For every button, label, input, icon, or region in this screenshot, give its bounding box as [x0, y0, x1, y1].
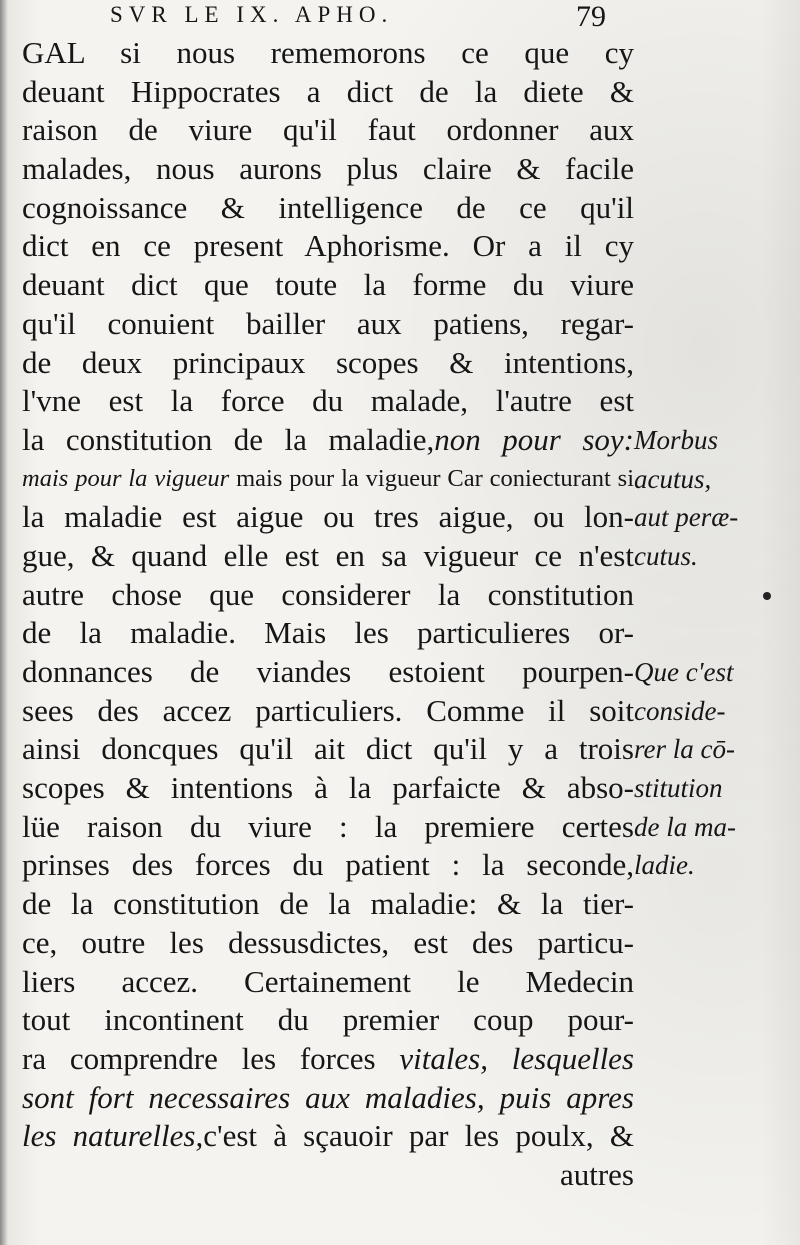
margin-note-line: Morbus [634, 425, 719, 455]
margin-note-morbus [634, 421, 794, 576]
text-line [22, 1040, 634, 1079]
body-text [22, 34, 634, 1195]
italic-fragment: les naturelles, [22, 1118, 204, 1154]
text-fragment: mais pour la vigueur Car coniecturant si [236, 464, 635, 492]
text-line [22, 421, 634, 460]
margin-note-line: ladie. [634, 850, 695, 881]
text-line: donnances de viandes estoient pourpen- [22, 654, 634, 689]
margin-note-constitution [634, 653, 794, 885]
text-fragment: la constitution de la maladie, [22, 421, 435, 457]
text-line: raison de viure qu'il faut ordonner aux [22, 112, 634, 148]
text-line: scopes & intentions à la parfaicte & abso- [22, 770, 634, 806]
text-line: GAL si nous rememorons ce que cy [22, 35, 634, 70]
text-line: dict en ce present Aphorisme. Or a il cy [22, 228, 634, 264]
text-line [22, 460, 634, 499]
text-line: deuant Hippocrates a dict de la diete & [22, 73, 634, 109]
margin-note-line: de la ma- [634, 811, 736, 842]
text-fragment: ra comprendre les forces [22, 1040, 376, 1076]
text-line: qu'il conuient bailler aux patiens, regar- [22, 305, 634, 341]
text-line: l'vne est la force du malade, l'autre est [22, 383, 634, 419]
text-line: autre chose que considerer la constitution [22, 576, 634, 612]
margin-note-line: rer la cō- [634, 734, 735, 765]
italic-fragment: mais pour la vigueur [22, 464, 230, 492]
margin-note-line: acutus, [634, 463, 712, 494]
text-line: sees des accez particuliers. Comme il soit [22, 692, 634, 728]
margin-note-line: conside- [634, 695, 726, 726]
text-line: de la constitution de la maladie: & la tier- [22, 886, 634, 922]
text-line: prinses des forces du patient : la seconde, [22, 847, 634, 883]
running-title: SVR LE IX. APHO. [110, 2, 394, 27]
text-line: de deux principaux scopes & intentions, [22, 344, 634, 380]
italic-fragment: non pour soy: [434, 421, 634, 457]
text-line: ce, outre les dessusdictes, est des particu- [22, 924, 634, 960]
catchword: autres [559, 1156, 634, 1192]
margin-note-line: aut peræ- [634, 502, 739, 533]
text-line: gue, & quand elle est en sa vigueur ce n'est [22, 537, 634, 573]
ink-dot [763, 592, 771, 600]
text-line: deuant dict que toute la forme du viure [22, 267, 634, 303]
text-line [22, 1117, 634, 1156]
italic-fragment: vitales, lesquelles [399, 1040, 634, 1076]
margin-note-line: cutus. [634, 541, 698, 572]
text-line: de la maladie. Mais les particulieres or- [22, 615, 634, 651]
text-line: malades, nous aurons plus claire & facile [22, 151, 634, 187]
page-gutter-shadow [0, 0, 8, 1245]
margin-note-line: stitution [634, 773, 723, 804]
text-line: liers accez. Certainement le Medecin [22, 963, 634, 999]
text-line: la maladie est aigue ou tres aigue, ou lon- [22, 499, 634, 535]
text-line: lüe raison du viure : la premiere certes [22, 808, 634, 844]
text-line: tout incontinent du premier coup pour- [22, 1002, 634, 1038]
text-line: ainsi doncques qu'il ait dict qu'il y a trois [22, 731, 634, 767]
text-line: cognoissance & intelligence de ce qu'il [22, 189, 634, 225]
text-line: sont fort necessaires aux maladies, puis apres [22, 1079, 634, 1115]
margin-note-line: Que c'est [634, 657, 734, 687]
text-fragment: c'est à sçauoir par les poulx, & [203, 1118, 634, 1154]
page-number: 79 [576, 0, 606, 33]
